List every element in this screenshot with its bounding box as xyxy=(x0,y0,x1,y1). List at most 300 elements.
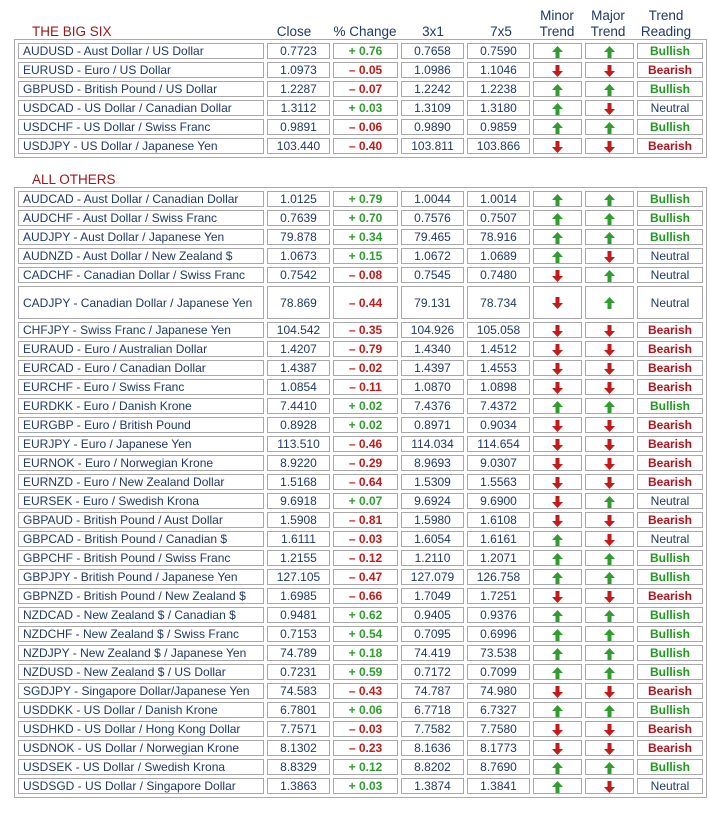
table-row xyxy=(18,740,703,756)
close-value: 7.4410 xyxy=(267,398,330,414)
table-row xyxy=(18,550,703,566)
close-value: 74.583 xyxy=(267,683,330,699)
major-trend-cell xyxy=(585,322,634,338)
value-3x1: 1.7049 xyxy=(401,588,464,604)
up-arrow-icon xyxy=(552,84,563,96)
down-arrow-icon xyxy=(604,477,615,489)
value-7x5: 0.6996 xyxy=(467,626,530,642)
table-row xyxy=(18,191,703,207)
major-trend-cell xyxy=(585,474,634,490)
trend-reading-value: Bearish xyxy=(637,474,703,490)
minor-trend-cell xyxy=(533,398,582,414)
close-value: 1.0673 xyxy=(267,248,330,264)
pct-change-value: + 0.03 xyxy=(333,100,398,116)
down-arrow-icon xyxy=(604,534,615,546)
value-7x5: 78.916 xyxy=(467,229,530,245)
value-7x5: 1.4553 xyxy=(467,360,530,376)
value-3x1: 1.6054 xyxy=(401,531,464,547)
trend-reading-value: Bullish xyxy=(637,607,703,623)
pair-name: EURJPY - Euro / Japanese Yen xyxy=(18,436,264,452)
pct-change-value: + 0.54 xyxy=(333,626,398,642)
pct-change-value: + 0.12 xyxy=(333,759,398,775)
value-3x1: 6.7718 xyxy=(401,702,464,718)
major-trend-cell xyxy=(585,683,634,699)
table-row xyxy=(18,379,703,395)
minor-trend-cell xyxy=(533,626,582,642)
minor-trend-cell xyxy=(533,645,582,661)
up-arrow-icon xyxy=(552,46,563,58)
trend-reading-value: Bullish xyxy=(637,191,703,207)
down-arrow-icon xyxy=(552,724,563,736)
close-value: 8.1302 xyxy=(267,740,330,756)
pair-name: AUDCAD - Aust Dollar / Canadian Dollar xyxy=(18,191,264,207)
up-arrow-icon xyxy=(552,667,563,679)
pct-change-value: + 0.15 xyxy=(333,248,398,264)
minor-trend-cell xyxy=(533,286,582,319)
header-major-trend: Major Trend xyxy=(590,8,626,39)
pct-change-value: – 0.07 xyxy=(333,81,398,97)
value-3x1: 74.787 xyxy=(401,683,464,699)
trend-reading-value: Bullish xyxy=(637,43,703,59)
pair-name: USDCHF - US Dollar / Swiss Franc xyxy=(18,119,264,135)
value-7x5: 0.9859 xyxy=(467,119,530,135)
header-close: Close xyxy=(276,24,312,39)
minor-trend-cell xyxy=(533,759,582,775)
major-trend-cell xyxy=(585,702,634,718)
pair-name: CADCHF - Canadian Dollar / Swiss Franc xyxy=(18,267,264,283)
pct-change-value: + 0.62 xyxy=(333,607,398,623)
down-arrow-icon xyxy=(552,496,563,508)
pct-change-value: + 0.18 xyxy=(333,645,398,661)
value-3x1: 79.465 xyxy=(401,229,464,245)
trend-reading-value: Neutral xyxy=(637,100,703,116)
down-arrow-icon xyxy=(552,439,563,451)
up-arrow-icon xyxy=(604,572,615,584)
trend-reading-value: Bullish xyxy=(637,702,703,718)
table-row xyxy=(18,759,703,775)
all-others-table xyxy=(14,187,707,798)
trend-reading-value: Bearish xyxy=(637,740,703,756)
down-arrow-icon xyxy=(552,458,563,470)
up-arrow-icon xyxy=(552,251,563,263)
pair-name: GBPCHF - British Pound / Swiss Franc xyxy=(18,550,264,566)
value-7x5: 1.5563 xyxy=(467,474,530,490)
pct-change-value: + 0.02 xyxy=(333,398,398,414)
minor-trend-cell xyxy=(533,512,582,528)
pct-change-value: + 0.07 xyxy=(333,493,398,509)
down-arrow-icon xyxy=(552,297,563,309)
trend-reading-value: Bullish xyxy=(637,645,703,661)
table-row xyxy=(18,398,703,414)
close-value: 0.7723 xyxy=(267,43,330,59)
close-value: 74.789 xyxy=(267,645,330,661)
trend-reading-value: Bullish xyxy=(637,229,703,245)
major-trend-cell xyxy=(585,62,634,78)
major-trend-cell xyxy=(585,550,634,566)
value-3x1: 8.8202 xyxy=(401,759,464,775)
close-value: 1.5168 xyxy=(267,474,330,490)
close-value: 79.878 xyxy=(267,229,330,245)
close-value: 9.6918 xyxy=(267,493,330,509)
value-7x5: 1.6161 xyxy=(467,531,530,547)
up-arrow-icon xyxy=(604,270,615,282)
pct-change-value: + 0.06 xyxy=(333,702,398,718)
value-7x5: 1.0014 xyxy=(467,191,530,207)
trend-reading-value: Bullish xyxy=(637,626,703,642)
minor-trend-cell xyxy=(533,210,582,226)
major-trend-cell xyxy=(585,43,634,59)
pair-name: GBPNZD - British Pound / New Zealand $ xyxy=(18,588,264,604)
pair-name: NZDCHF - New Zealand $ / Swiss Franc xyxy=(18,626,264,642)
pct-change-value: + 0.70 xyxy=(333,210,398,226)
value-3x1: 0.7095 xyxy=(401,626,464,642)
pair-name: EURCAD - Euro / Canadian Dollar xyxy=(18,360,264,376)
down-arrow-icon xyxy=(552,363,563,375)
value-7x5: 105.058 xyxy=(467,322,530,338)
trend-reading-value: Bullish xyxy=(637,569,703,585)
major-trend-cell xyxy=(585,286,634,319)
down-arrow-icon xyxy=(604,724,615,736)
major-trend-cell xyxy=(585,210,634,226)
close-value: 1.2155 xyxy=(267,550,330,566)
close-value: 113.510 xyxy=(267,436,330,452)
major-trend-cell xyxy=(585,81,634,97)
close-value: 0.7153 xyxy=(267,626,330,642)
pct-change-value: + 0.03 xyxy=(333,778,398,794)
trend-reading-value: Bullish xyxy=(637,550,703,566)
value-3x1: 1.0870 xyxy=(401,379,464,395)
up-arrow-icon xyxy=(604,610,615,622)
value-7x5: 8.1773 xyxy=(467,740,530,756)
minor-trend-cell xyxy=(533,248,582,264)
down-arrow-icon xyxy=(552,686,563,698)
value-3x1: 8.1636 xyxy=(401,740,464,756)
value-3x1: 1.3874 xyxy=(401,778,464,794)
up-arrow-icon xyxy=(552,553,563,565)
pair-name: USDSEK - US Dollar / Swedish Krona xyxy=(18,759,264,775)
value-3x1: 114.034 xyxy=(401,436,464,452)
big-six-table xyxy=(14,39,707,158)
major-trend-cell xyxy=(585,138,634,154)
up-arrow-icon xyxy=(604,213,615,225)
header-pct-change: % Change xyxy=(333,24,397,39)
pct-change-value: – 0.44 xyxy=(333,286,398,319)
close-value: 0.7542 xyxy=(267,267,330,283)
pct-change-value: + 0.59 xyxy=(333,664,398,680)
down-arrow-icon xyxy=(604,686,615,698)
pct-change-value: – 0.64 xyxy=(333,474,398,490)
major-trend-cell xyxy=(585,645,634,661)
up-arrow-icon xyxy=(552,648,563,660)
major-trend-cell xyxy=(585,740,634,756)
down-arrow-icon xyxy=(604,781,615,793)
trend-reading-value: Bearish xyxy=(637,455,703,471)
value-7x5: 1.3841 xyxy=(467,778,530,794)
pair-name: EURAUD - Euro / Australian Dollar xyxy=(18,341,264,357)
pair-name: USDCAD - US Dollar / Canadian Dollar xyxy=(18,100,264,116)
up-arrow-icon xyxy=(552,534,563,546)
value-7x5: 0.7099 xyxy=(467,664,530,680)
section-title-all-others: ALL OTHERS xyxy=(32,172,116,187)
up-arrow-icon xyxy=(552,762,563,774)
value-7x5: 0.9376 xyxy=(467,607,530,623)
up-arrow-icon xyxy=(552,401,563,413)
header-3x1: 3x1 xyxy=(422,24,444,39)
close-value: 8.9220 xyxy=(267,455,330,471)
value-3x1: 103.811 xyxy=(401,138,464,154)
pct-change-value: – 0.29 xyxy=(333,455,398,471)
close-value: 127.105 xyxy=(267,569,330,585)
minor-trend-cell xyxy=(533,81,582,97)
up-arrow-icon xyxy=(604,122,615,134)
value-7x5: 114.654 xyxy=(467,436,530,452)
pair-name: USDSGD - US Dollar / Singapore Dollar xyxy=(18,778,264,794)
up-arrow-icon xyxy=(604,553,615,565)
table-row xyxy=(18,607,703,623)
table-row xyxy=(18,322,703,338)
up-arrow-icon xyxy=(604,648,615,660)
header-trend-reading: Trend Reading xyxy=(640,8,692,39)
value-3x1: 104.926 xyxy=(401,322,464,338)
pct-change-value: – 0.79 xyxy=(333,341,398,357)
value-3x1: 8.9693 xyxy=(401,455,464,471)
table-row xyxy=(18,62,703,78)
table-row xyxy=(18,43,703,59)
value-7x5: 126.758 xyxy=(467,569,530,585)
minor-trend-cell xyxy=(533,229,582,245)
pair-name: CHFJPY - Swiss Franc / Japanese Yen xyxy=(18,322,264,338)
minor-trend-cell xyxy=(533,664,582,680)
pct-change-value: – 0.23 xyxy=(333,740,398,756)
down-arrow-icon xyxy=(604,325,615,337)
table-row xyxy=(18,138,703,154)
table-row xyxy=(18,645,703,661)
pair-name: EURUSD - Euro / US Dollar xyxy=(18,62,264,78)
trend-reading-value: Bearish xyxy=(637,62,703,78)
minor-trend-cell xyxy=(533,702,582,718)
pair-name: AUDCHF - Aust Dollar / Swiss Franc xyxy=(18,210,264,226)
down-arrow-icon xyxy=(552,382,563,394)
value-7x5: 0.7590 xyxy=(467,43,530,59)
down-arrow-icon xyxy=(552,65,563,77)
minor-trend-cell xyxy=(533,417,582,433)
down-arrow-icon xyxy=(604,363,615,375)
major-trend-cell xyxy=(585,436,634,452)
value-7x5: 0.9034 xyxy=(467,417,530,433)
down-arrow-icon xyxy=(604,420,615,432)
close-value: 1.3863 xyxy=(267,778,330,794)
value-7x5: 103.866 xyxy=(467,138,530,154)
trend-reading-value: Bearish xyxy=(637,721,703,737)
value-7x5: 1.3180 xyxy=(467,100,530,116)
pair-name: CADJPY - Canadian Dollar / Japanese Yen xyxy=(18,286,264,319)
up-arrow-icon xyxy=(604,401,615,413)
major-trend-cell xyxy=(585,531,634,547)
major-trend-cell xyxy=(585,607,634,623)
major-trend-cell xyxy=(585,191,634,207)
up-arrow-icon xyxy=(552,122,563,134)
table-row xyxy=(18,474,703,490)
trend-reading-value: Neutral xyxy=(637,267,703,283)
value-3x1: 1.4397 xyxy=(401,360,464,376)
down-arrow-icon xyxy=(552,141,563,153)
down-arrow-icon xyxy=(604,344,615,356)
pair-name: EURNOK - Euro / Norwegian Krone xyxy=(18,455,264,471)
table-row xyxy=(18,267,703,283)
table-row xyxy=(18,512,703,528)
pair-name: USDNOK - US Dollar / Norwegian Krone xyxy=(18,740,264,756)
pct-change-value: – 0.47 xyxy=(333,569,398,585)
value-3x1: 1.2242 xyxy=(401,81,464,97)
minor-trend-cell xyxy=(533,100,582,116)
table-row xyxy=(18,626,703,642)
up-arrow-icon xyxy=(604,667,615,679)
pct-change-value: – 0.40 xyxy=(333,138,398,154)
down-arrow-icon xyxy=(552,325,563,337)
up-arrow-icon xyxy=(552,705,563,717)
trend-reading-value: Bearish xyxy=(637,683,703,699)
value-7x5: 1.2238 xyxy=(467,81,530,97)
close-value: 1.0973 xyxy=(267,62,330,78)
up-arrow-icon xyxy=(604,194,615,206)
up-arrow-icon xyxy=(604,297,615,309)
value-7x5: 7.4372 xyxy=(467,398,530,414)
value-3x1: 0.8971 xyxy=(401,417,464,433)
trend-reading-value: Bearish xyxy=(637,379,703,395)
pct-change-value: – 0.46 xyxy=(333,436,398,452)
header-7x5: 7x5 xyxy=(490,24,512,39)
down-arrow-icon xyxy=(604,251,615,263)
down-arrow-icon xyxy=(604,141,615,153)
table-row xyxy=(18,248,703,264)
minor-trend-cell xyxy=(533,778,582,794)
table-row xyxy=(18,702,703,718)
pair-name: USDDKK - US Dollar / Danish Krone xyxy=(18,702,264,718)
minor-trend-cell xyxy=(533,191,582,207)
table-row xyxy=(18,588,703,604)
pair-name: GBPCAD - British Pound / Canadian $ xyxy=(18,531,264,547)
trend-reading-value: Neutral xyxy=(637,493,703,509)
down-arrow-icon xyxy=(604,103,615,115)
value-3x1: 1.3109 xyxy=(401,100,464,116)
up-arrow-icon xyxy=(604,496,615,508)
trend-reading-value: Bullish xyxy=(637,119,703,135)
minor-trend-cell xyxy=(533,493,582,509)
up-arrow-icon xyxy=(604,232,615,244)
value-7x5: 74.980 xyxy=(467,683,530,699)
pair-name: NZDCAD - New Zealand $ / Canadian $ xyxy=(18,607,264,623)
pct-change-value: – 0.03 xyxy=(333,721,398,737)
pair-name: NZDUSD - New Zealand $ / US Dollar xyxy=(18,664,264,680)
pair-name: AUDJPY - Aust Dollar / Japanese Yen xyxy=(18,229,264,245)
value-3x1: 127.079 xyxy=(401,569,464,585)
value-7x5: 1.6108 xyxy=(467,512,530,528)
value-3x1: 79.131 xyxy=(401,286,464,319)
minor-trend-cell xyxy=(533,436,582,452)
pair-name: SGDJPY - Singapore Dollar/Japanese Yen xyxy=(18,683,264,699)
pair-name: GBPAUD - British Pound / Aust Dollar xyxy=(18,512,264,528)
major-trend-cell xyxy=(585,267,634,283)
value-7x5: 0.7480 xyxy=(467,267,530,283)
pair-name: EURSEK - Euro / Swedish Krona xyxy=(18,493,264,509)
value-3x1: 9.6924 xyxy=(401,493,464,509)
minor-trend-cell xyxy=(533,267,582,283)
down-arrow-icon xyxy=(604,382,615,394)
pair-name: USDJPY - US Dollar / Japanese Yen xyxy=(18,138,264,154)
major-trend-cell xyxy=(585,417,634,433)
value-3x1: 74.419 xyxy=(401,645,464,661)
minor-trend-cell xyxy=(533,360,582,376)
down-arrow-icon xyxy=(604,515,615,527)
close-value: 0.8928 xyxy=(267,417,330,433)
down-arrow-icon xyxy=(552,420,563,432)
table-row xyxy=(18,100,703,116)
section-title-big-six: THE BIG SIX xyxy=(32,24,112,39)
pct-change-value: + 0.34 xyxy=(333,229,398,245)
value-7x5: 9.6900 xyxy=(467,493,530,509)
major-trend-cell xyxy=(585,512,634,528)
value-7x5: 0.7507 xyxy=(467,210,530,226)
pct-change-value: + 0.79 xyxy=(333,191,398,207)
pair-name: EURGBP - Euro / British Pound xyxy=(18,417,264,433)
major-trend-cell xyxy=(585,664,634,680)
close-value: 0.9481 xyxy=(267,607,330,623)
value-3x1: 0.9890 xyxy=(401,119,464,135)
value-7x5: 1.7251 xyxy=(467,588,530,604)
table-row xyxy=(18,455,703,471)
up-arrow-icon xyxy=(552,572,563,584)
close-value: 1.2287 xyxy=(267,81,330,97)
close-value: 1.6111 xyxy=(267,531,330,547)
pct-change-value: – 0.66 xyxy=(333,588,398,604)
close-value: 0.7231 xyxy=(267,664,330,680)
trend-reading-value: Neutral xyxy=(637,531,703,547)
down-arrow-icon xyxy=(604,65,615,77)
trend-reading-value: Bullish xyxy=(637,664,703,680)
major-trend-cell xyxy=(585,759,634,775)
close-value: 7.7571 xyxy=(267,721,330,737)
trend-reading-value: Bearish xyxy=(637,417,703,433)
minor-trend-cell xyxy=(533,607,582,623)
pct-change-value: + 0.76 xyxy=(333,43,398,59)
close-value: 0.9891 xyxy=(267,119,330,135)
trend-reading-value: Bearish xyxy=(637,341,703,357)
up-arrow-icon xyxy=(604,629,615,641)
trend-reading-value: Bearish xyxy=(637,588,703,604)
trend-reading-value: Bullish xyxy=(637,210,703,226)
major-trend-cell xyxy=(585,248,634,264)
table-row xyxy=(18,493,703,509)
minor-trend-cell xyxy=(533,379,582,395)
trend-reading-value: Neutral xyxy=(637,286,703,319)
value-7x5: 1.1046 xyxy=(467,62,530,78)
table-row xyxy=(18,210,703,226)
major-trend-cell xyxy=(585,455,634,471)
value-3x1: 7.4376 xyxy=(401,398,464,414)
pct-change-value: – 0.03 xyxy=(333,531,398,547)
pct-change-value: – 0.08 xyxy=(333,267,398,283)
up-arrow-icon xyxy=(604,84,615,96)
minor-trend-cell xyxy=(533,322,582,338)
major-trend-cell xyxy=(585,341,634,357)
minor-trend-cell xyxy=(533,531,582,547)
value-7x5: 7.7580 xyxy=(467,721,530,737)
trend-reading-value: Bearish xyxy=(637,360,703,376)
major-trend-cell xyxy=(585,100,634,116)
trend-reading-value: Bearish xyxy=(637,322,703,338)
close-value: 78.869 xyxy=(267,286,330,319)
value-3x1: 0.7545 xyxy=(401,267,464,283)
